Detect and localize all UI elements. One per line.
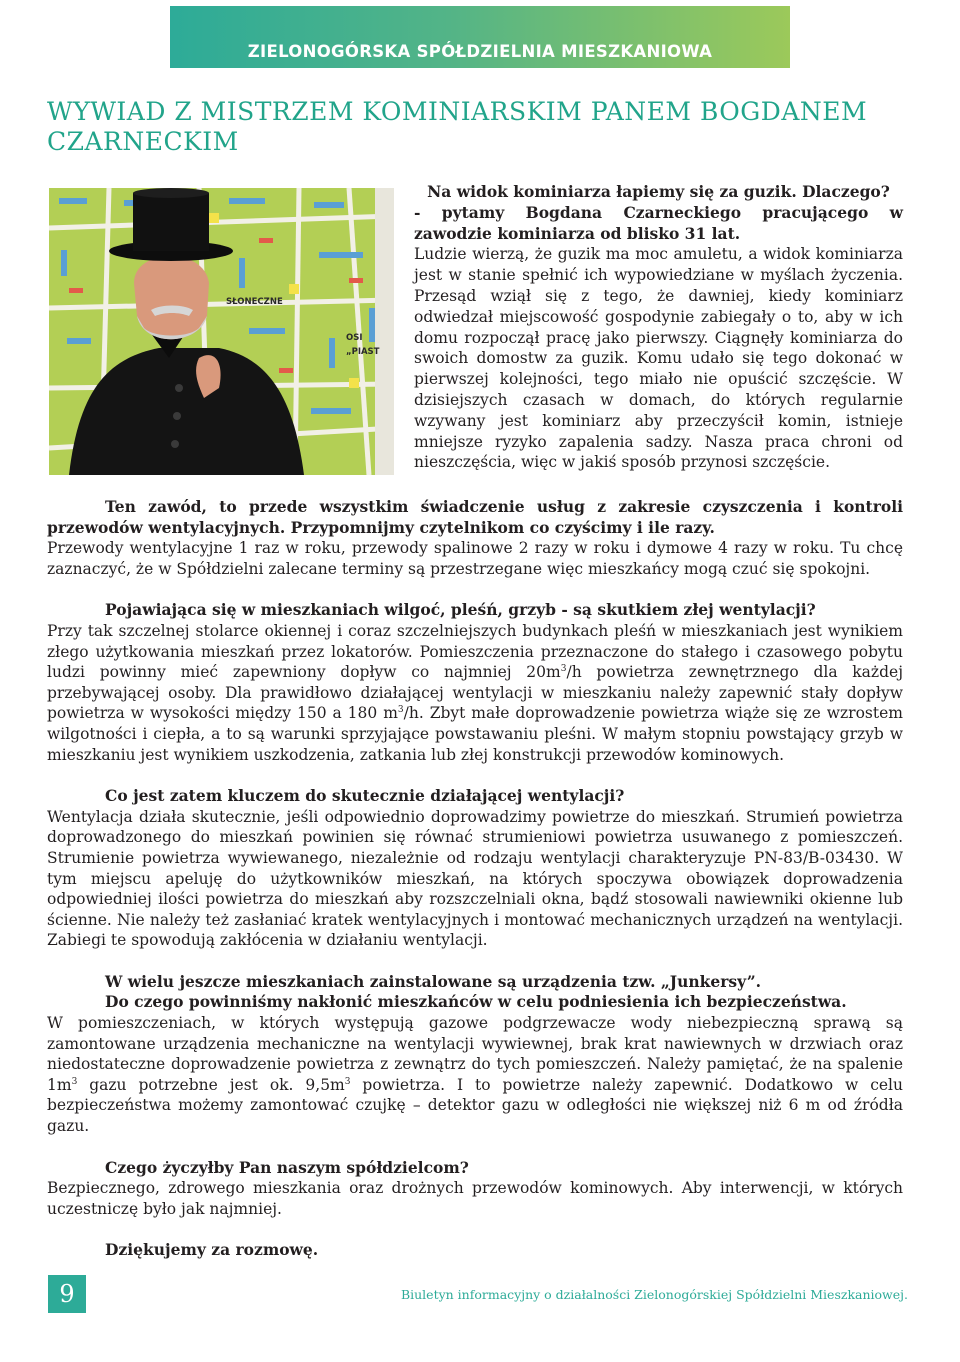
question-5: Czego życzyłby Pan naszym spółdzielcom? <box>105 1157 469 1177</box>
map-label-3: „PIAST <box>346 347 380 357</box>
question-2: Pojawiająca się w mieszkaniach wilgoć, pleśń, grzyb - są skutkiem złej wentylacji? <box>105 600 816 620</box>
question-1: Ten zawód, to przede wszystkim świadczenie usług z zakresie czyszczenia i kontroli przewodów wentylacyjnych. Przypomnijmy czytelnikom co czyścimy i ile razy. <box>47 497 903 537</box>
superscript: 3 <box>71 1076 78 1087</box>
answer-5: Bezpiecznego, zdrowego mieszkania oraz drożnych przewodów kominowych. Aby interwencji, w których uczestniczę było jak najmniej. <box>47 1179 903 1218</box>
question-4-cont: Do czego powinniśmy nakłonić mieszkańców w celu podniesienia ich bezpieczeństwa. <box>105 992 847 1012</box>
chimney-sweep-photo <box>49 188 394 475</box>
map-label-2: OSI <box>346 333 363 343</box>
superscript: 3 <box>397 705 404 716</box>
intro-answer: Ludzie wierzą, że guzik ma moc amuletu, a widok kominiarza jest w stanie spełnić ich wypowiedziane w myślach życzenia. Przesąd wziął się z tego, że dawniej, kiedy kominiarz odwiedzał miejscowość gospodynie zabiegały o to, aby w ich domu rozpoczął pracę jako pierwszy. Ciągnęły kominiarza do swoich domostw za guzik. Komu udało się tego dokonać w pierwszej kolejności, tego miało nie opuścić szczęście. W dzisiejszych czasach w domach, do których regularnie wzywany jest kominiarz aby przeczyścił komin, istnieje mniejsze ryzyko zapalenia sadzy. Nasza praca chroni od nieszczęścia, więc w jakiś sposób przynosi szczęście. <box>414 245 903 472</box>
footer-text: Biuletyn informacyjny o działalności Zielonogórskiej Spółdzielni Mieszkaniowej. <box>400 1287 908 1302</box>
intro-question-cont: - pytamy Bogdana Czarneckiego pracującego w zawodzie kominiarza od blisko 31 lat. <box>414 202 903 243</box>
page-number: 9 <box>48 1275 86 1313</box>
superscript: 3 <box>560 664 567 675</box>
banner-title: ZIELONOGÓRSKA SPÓŁDZIELNIA MIESZKANIOWA <box>247 42 713 61</box>
question-4: W wielu jeszcze mieszkaniach zainstalowane są urządzenia tzw. „Junkersy”. <box>105 971 762 991</box>
article-title: WYWIAD Z MISTRZEM KOMINIARSKIM PANEM BOGDANEM CZARNECKIM <box>47 97 868 156</box>
thanks: Dziękujemy za rozmowę. <box>105 1240 319 1260</box>
intro-question: Na widok kominiarza łapiemy się za guzik. Dlaczego? <box>427 182 890 201</box>
map-label-1: SŁONECZNE <box>226 297 283 307</box>
header-banner <box>170 6 790 68</box>
superscript: 3 <box>344 1076 351 1087</box>
article-body <box>47 497 903 1261</box>
intro-block <box>414 182 903 473</box>
answer-4: W pomieszczeniach, w których występują gazowe podgrzewacze wody niebezpieczną sprawą są zamontowane urządzenia mechaniczne na wentylacji wywiewnej, brak krat nawiewnych w drzwiach oraz niedostateczne doprowadzenie powietrza z zewnątrz do tych pomieszczeń. Należy pamiętać, że na spalenie $1m^3$ gazu potrzebne jest ok. $9,5m^3$ powietrza. I to powietrze należy zapewnić. Dodatkowo w celu bezpieczeństwa możemy zamontować czujkę – detektor gazu w odległości nie większej niż 6 m od źródła gazu. <box>47 1014 903 1136</box>
answer-2: Przy tak szczelnej stolarce okiennej i coraz szczelniejszych budynkach pleśń w mieszkaniach jest wynikiem złego użytkowania mieszkań przez lokatorów. Pomieszczenia przeznaczone do stałego i czasowego pobytu ludzi powinny mieć zapewniony dopływ co najmniej $20m^3/h$ powietrza zewnętrznego dla każdej przebywającej osoby. Dla prawidłowo działającej wentylacji w mieszkaniu należy zapewnić stały dopływ powietrza w wysokości między 150 a 180 $m^3/h$. Zbyt małe doprowadzenie powietrza wiąże się ze wzrostem wilgotności i ciepła, a to są warunki sprzyjające powstawaniu pleśni. W małym stopniu powstający grzyb w mieszkaniu jest wynikiem uszkodzenia, zatkania lub złej konstrukcji przewodów kominowych. <box>47 621 903 764</box>
question-3: Co jest zatem kluczem do skutecznie działającej wentylacji? <box>105 786 625 806</box>
answer-1: Przewody wentylacyjne 1 raz w roku, przewody spalinowe 2 razy w roku i dymowe 4 razy w roku. Tu chcę zaznaczyć, że w Spółdzielni zalecane terminy są przestrzegane więc mieszkańcy mogą czuć się spokojni. <box>47 539 903 578</box>
answer-3: Wentylacja działa skutecznie, jeśli odpowiednio doprowadzimy powietrze do mieszkań. Strumień powietrza doprowadzonego do mieszkań powinien się równać strumieniowi powietrza usuwanego z pomieszczeń. Strumienie powietrza wywiewanego, niezależnie od rodzaju wentylacji charakteryzuje PN-83/B-03430. W tym miejscu apeluję do użytkowników mieszkań, na których spoczywa obowiązek doprowadzenia odpowiedniej ilości powietrza do mieszkań aby rozszczelniali okna, bądź stosowali nawiewniki okienne lub ścienne. Nie należy też zasłaniać kratek wentylacyjnych i montować mechanicznych urządzeń na wentylacji. Zabiegi te spowodują zakłócenia w działaniu wentylacji. <box>47 807 903 950</box>
